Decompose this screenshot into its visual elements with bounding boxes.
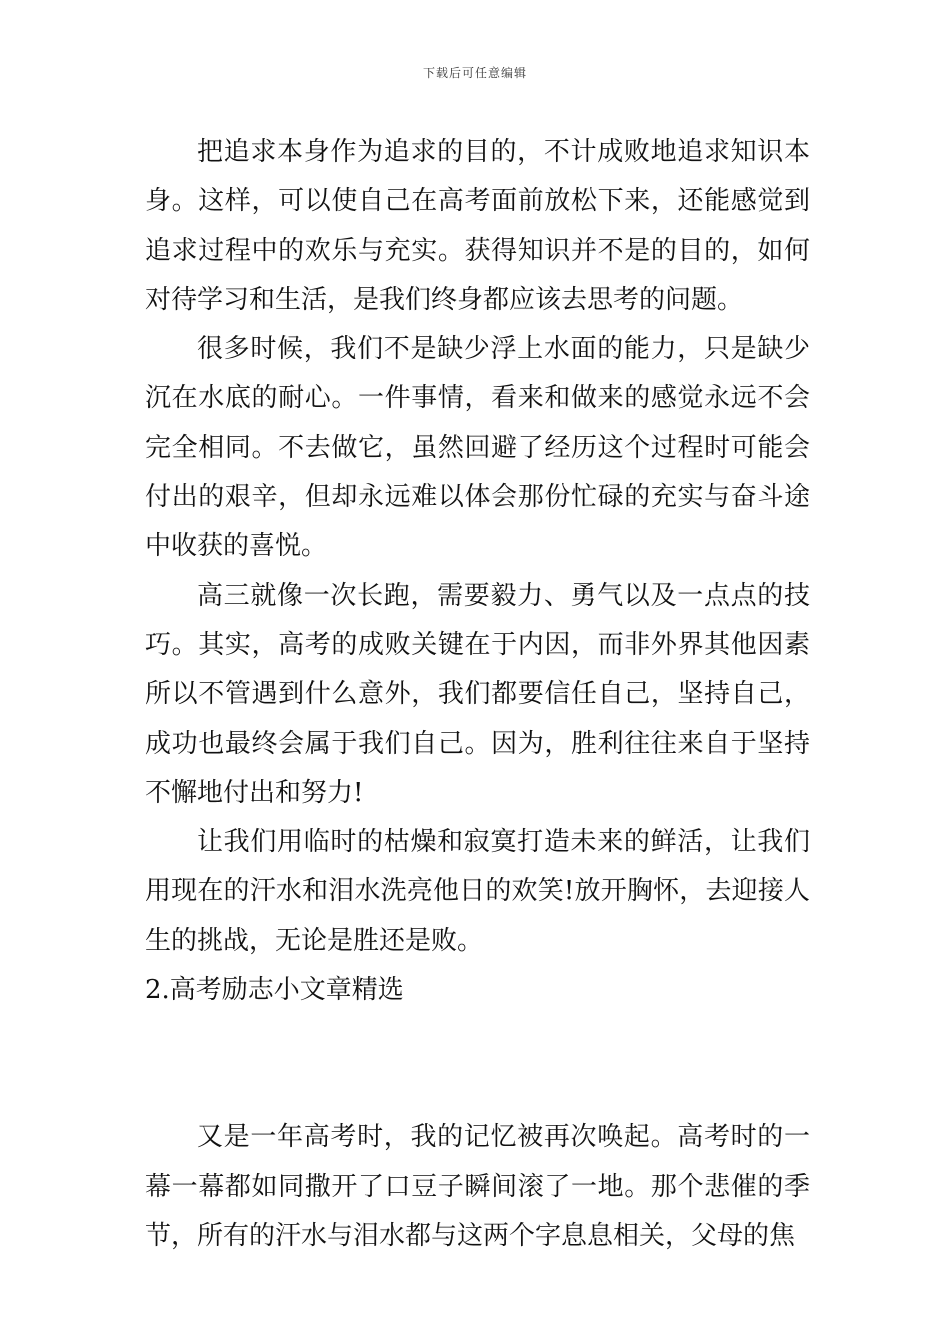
document-body [145, 128, 810, 1261]
section-spacer [145, 1015, 810, 1113]
paragraph: 把追求本身作为追求的目的，不计成败地追求知识本身。这样，可以使自己在高考面前放松下来，还能感觉到追求过程中的欢乐与充实。获得知识并不是的目的，如何对待学习和生活，是我们终身都应该去思考的问题。 [145, 137, 810, 315]
paragraph: 又是一年高考时，我的记忆被再次唤起。高考时的一幕一幕都如同撒开了口豆子瞬间滚了一地。那个悲催的季节，所有的汗水与泪水都与这两个字息息相关，父母的焦 [145, 1122, 810, 1251]
section-heading: 2.高考励志小文章精选 [145, 975, 404, 1006]
paragraph: 让我们用临时的枯燥和寂寞打造未来的鲜活，让我们用现在的汗水和泪水洗亮他日的欢笑!放开胸怀，去迎接人生的挑战，无论是胜还是败。 [145, 827, 810, 956]
paragraph: 高三就像一次长跑，需要毅力、勇气以及一点点的技巧。其实，高考的成败关键在于内因，而非外界其他因素所以不管遇到什么意外，我们都要信任自己，坚持自己，成功也最终会属于我们自己。因为，胜利往往来自于坚持不懈地付出和努力! [145, 580, 810, 808]
paragraph: 很多时候，我们不是缺少浮上水面的能力，只是缺少沉在水底的耐心。一件事情，看来和做来的感觉永远不会完全相同。不去做它，虽然回避了经历这个过程时可能会付出的艰辛，但却永远难以体会那份忙碌的充实与奋斗途中收获的喜悦。 [145, 334, 810, 562]
page-header: 下载后可任意编辑 [422, 66, 527, 80]
